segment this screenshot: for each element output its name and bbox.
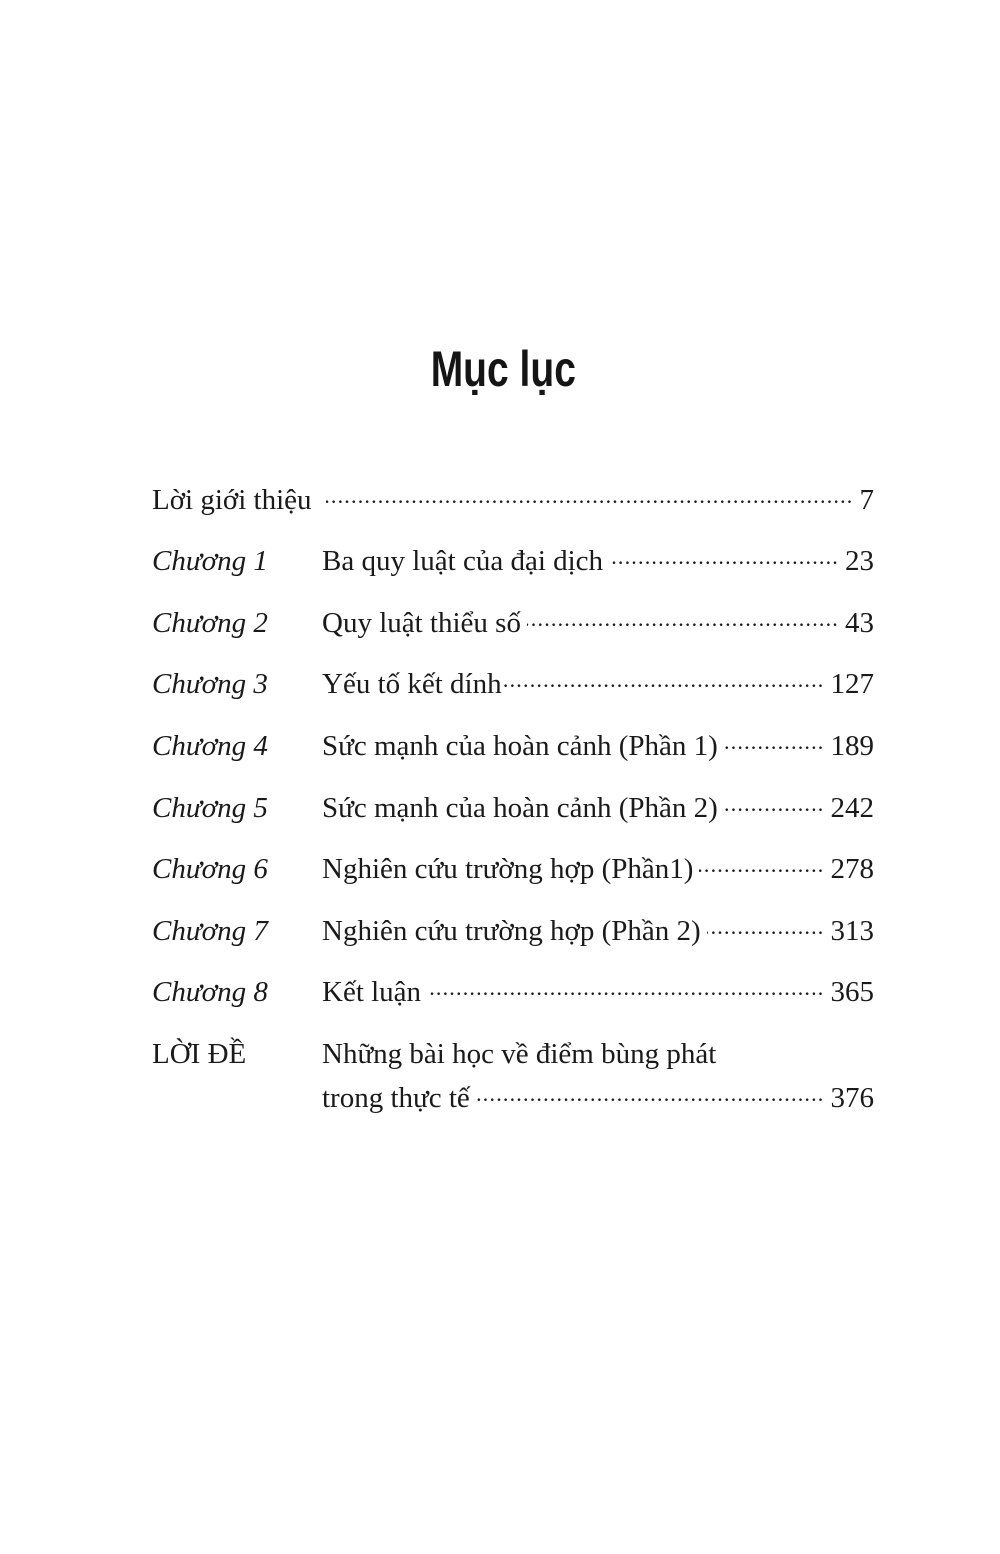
chapter-label: Chương 6: [152, 853, 268, 885]
toc-entry-title: Ba quy luật của đại dịch: [322, 545, 604, 577]
dot-leader: [609, 540, 839, 570]
toc-entry-title-line1: Những bài học về điểm bùng phát: [322, 1038, 717, 1070]
toc-page-number: 7: [859, 484, 874, 516]
dot-leader: [724, 725, 825, 755]
toc-entry-title: Nghiên cứu trường hợp (Phần 2): [322, 915, 701, 947]
toc-entry-title: Yếu tố kết dính: [322, 668, 502, 700]
chapter-label: Chương 7: [152, 915, 268, 947]
toc-entry-chapter-8[interactable]: [152, 970, 874, 1014]
toc-entry-line: [322, 786, 874, 830]
toc-entry-line: [322, 970, 874, 1014]
toc-entry-line: [322, 724, 874, 768]
toc-entry-title: Sức mạnh của hoàn cảnh (Phần 2): [322, 792, 718, 824]
chapter-label: Chương 3: [152, 668, 268, 700]
chapter-label: Chương 5: [152, 792, 268, 824]
dot-leader: [527, 602, 839, 632]
toc-entry-afterword[interactable]: [152, 1032, 874, 1132]
chapter-label: Chương 1: [152, 545, 268, 577]
toc-entry-line: [322, 539, 874, 583]
toc-entry-chapter-5[interactable]: [152, 786, 874, 830]
toc-page-number: 43: [845, 607, 874, 639]
dot-leader: [476, 1077, 825, 1107]
toc-page-number: 23: [845, 545, 874, 577]
toc-entry-line: [322, 1076, 874, 1120]
toc-entry-intro[interactable]: [152, 478, 874, 522]
toc-entry-line: [152, 478, 874, 522]
toc-entry-line: [322, 662, 874, 706]
toc-page-number: 189: [830, 730, 874, 762]
dot-leader: [699, 848, 824, 878]
toc-entry-title: Nghiên cứu trường hợp (Phần1): [322, 853, 694, 885]
afterword-label: LỜI ĐỀ: [152, 1038, 247, 1070]
toc-entry-chapter-4[interactable]: [152, 724, 874, 768]
toc-entry-chapter-1[interactable]: [152, 539, 874, 583]
toc-entry-title-line2: trong thực tế: [322, 1082, 470, 1114]
toc-entry-chapter-3[interactable]: [152, 662, 874, 706]
toc-page-number: 242: [830, 792, 874, 824]
dot-leader: [326, 479, 854, 509]
toc-page-number: 313: [830, 915, 874, 947]
toc-entry-title: Lời giới thiệu: [152, 484, 312, 516]
chapter-label: Chương 8: [152, 976, 268, 1008]
toc-page-number: 278: [830, 853, 874, 885]
toc-entry-line: [322, 909, 874, 953]
toc-entry-chapter-2[interactable]: [152, 601, 874, 645]
toc-entry-title: Quy luật thiểu số: [322, 607, 521, 639]
toc-entry-title: Kết luận: [322, 976, 422, 1008]
dot-leader: [707, 910, 825, 940]
dot-leader: [724, 787, 825, 817]
toc-page-number: 365: [830, 976, 874, 1008]
toc-entry-chapter-7[interactable]: [152, 909, 874, 953]
chapter-label: Chương 4: [152, 730, 268, 762]
toc-entry-line: [322, 847, 874, 891]
dot-leader: [504, 663, 825, 693]
page-title: Mục lục: [430, 341, 576, 397]
toc-entry-title: Sức mạnh của hoàn cảnh (Phần 1): [322, 730, 718, 762]
toc-entry-chapter-6[interactable]: [152, 847, 874, 891]
toc-entry-line: [322, 601, 874, 645]
dot-leader: [427, 971, 824, 1001]
toc-page-number: 376: [830, 1082, 874, 1114]
toc-page-number: 127: [830, 668, 874, 700]
chapter-label: Chương 2: [152, 607, 268, 639]
